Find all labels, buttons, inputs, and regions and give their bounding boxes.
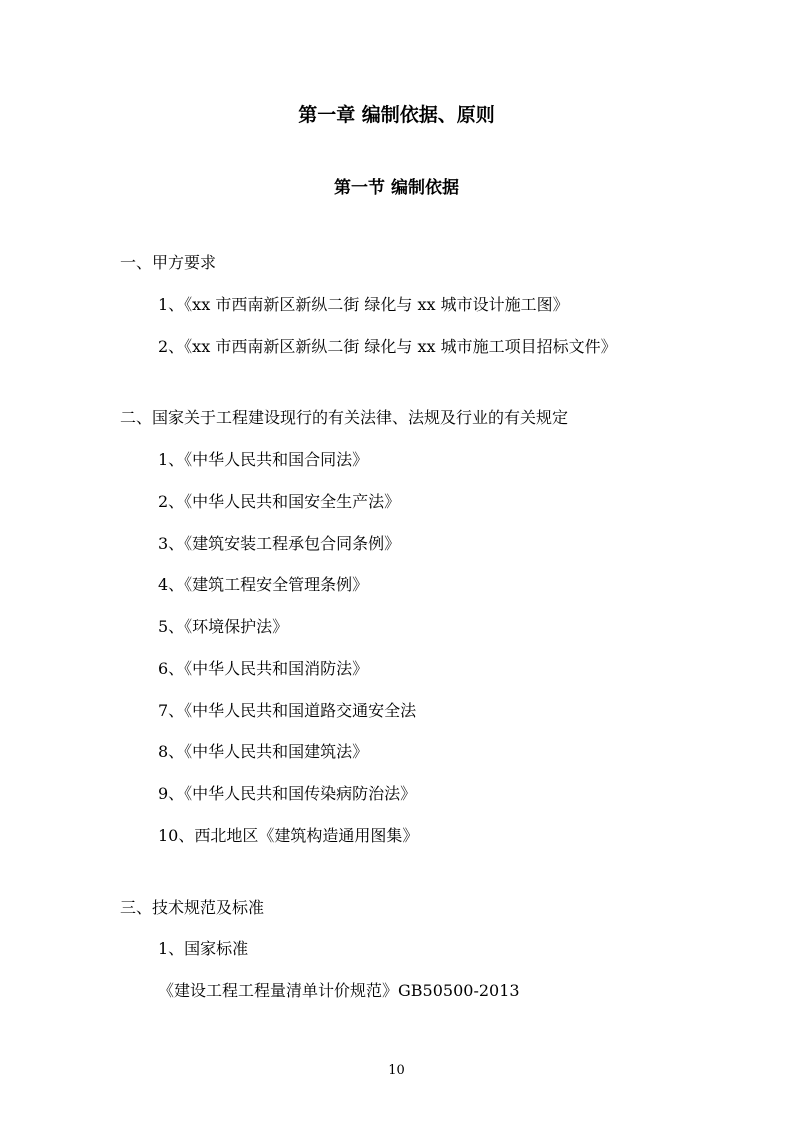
page-number: 10 [388,1063,405,1078]
part2-item-5: 5、《环境保护法》 [158,617,289,636]
part2-heading: 二、国家关于工程建设现行的有关法律、法规及行业的有关规定 [120,408,569,427]
part3-heading: 三、技术规范及标准 [120,898,265,917]
part2-item-7: 7、《中华人民共和国道路交通安全法 [158,701,417,720]
part2-item-10: 10、西北地区《建筑构造通用图集》 [158,826,419,845]
part2-item-8: 8、《中华人民共和国建筑法》 [158,742,369,761]
section-title: 第一节 编制依据 [334,178,459,198]
part3-item-1: 《建设工程工程量清单计价规范》GB50500-2013 [158,981,520,1000]
part2-item-2: 2、《中华人民共和国安全生产法》 [158,492,401,511]
part1-item-2: 2、《xx 市西南新区新纵二街 绿化与 xx 城市施工项目招标文件》 [158,337,617,356]
part2-item-3: 3、《建筑安装工程承包合同条例》 [158,534,401,553]
part2-item-6: 6、《中华人民共和国消防法》 [158,659,369,678]
part2-item-4: 4、《建筑工程安全管理条例》 [158,575,369,594]
part1-heading: 一、甲方要求 [120,253,217,272]
part2-item-9: 9、《中华人民共和国传染病防治法》 [158,784,417,803]
part3-sub-heading: 1、国家标准 [158,939,249,958]
part1-item-1: 1、《xx 市西南新区新纵二街 绿化与 xx 城市设计施工图》 [158,295,569,314]
part2-item-1: 1、《中华人民共和国合同法》 [158,450,369,469]
chapter-title: 第一章 编制依据、原则 [298,104,495,126]
